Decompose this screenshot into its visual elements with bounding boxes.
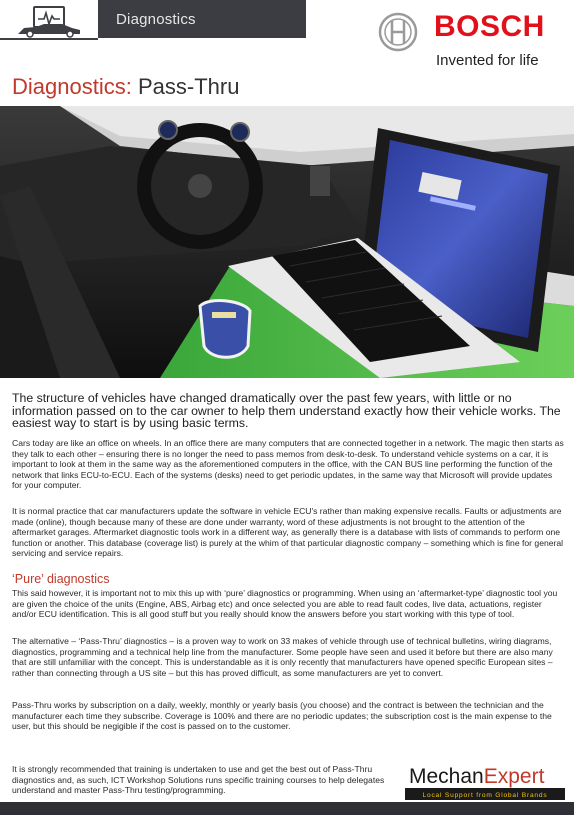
page-header — [0, 0, 574, 69]
pure-paragraph-3: Pass-Thru works by subscription on a daily, weekly, monthly or yearly basis (you choose) and the contract is between the technician and the manufacturer each time they subscribe. Coverage is 100% and there are no periodic updates; the subscription cost is the main expense to the user, but this should be negigible if the cost is passed on to the customer. — [12, 700, 552, 732]
pure-paragraph-2: The alternative – ‘Pass-Thru’ diagnostics – is a proven way to work on 33 makes of vehicle through use of technical bulletins, wiring diagrams, diagnostics, programming and a technical help line from the manufacturer. Some people have seen and used it before but there are also many that are still unfamiliar with the concept. This is understandable as it is only recently that manufacturers have opened specific European sites – rather than connecting through a US site – but this has proved difficult, as some manufacturers are yet to convert. — [12, 636, 553, 678]
mechanexpert-name — [409, 765, 545, 788]
footer-bar — [0, 802, 574, 815]
pure-paragraph-1: This said however, it is important not to mix this up with ‘pure’ diagnostics or programming. When using an ‘aftermarket-type’ diagnostic tool you are given the choice of the units (Engine, ABS, Airbag etc) and once selected you are able to read fault codes, live data, actuations, register and/or ECU identification. This is all good stuff but you really should know the answers before you start working with this type of tool. — [12, 588, 558, 620]
title-prefix: Diagnostics: — [12, 74, 132, 99]
page-title — [12, 74, 239, 100]
bosch-armature-logo-icon — [378, 12, 418, 52]
intro-lead: The structure of vehicles have changed dramatically over the past few years, with little or no information passed on to the car owner to help them understand exactly how their vehicle works. The easiest way to start is by using basic terms. — [12, 391, 561, 430]
mechanexpert-name-b: Expert — [483, 765, 545, 788]
car-laptop-diagnostics-icon — [0, 0, 98, 38]
section-title: Diagnostics — [116, 11, 196, 28]
title-main: Pass-Thru — [137, 74, 240, 99]
mechanexpert-name-a: Mechan — [409, 765, 484, 788]
laptop-in-car-illustration — [0, 106, 574, 378]
header-tab-notch — [306, 0, 326, 38]
bosch-logo-text: BOSCH — [434, 10, 545, 43]
body-paragraph-2: It is normal practice that car manufacturers update the software in vehicle ECU's rather than making expensive recalls. Faults or adjustments are made (online), though because many of these are done under warranty, word of these adjustments is not brought to the attention of the aftermarket garages. Aftermarket diagnostic tools work in a different way, as generally there is a database with lists of commands to perform one function or another. This database (coverage list) is purely at the whim of that particular diagnostic company – something which is fine for general servicing and service repairs. — [12, 506, 564, 559]
pure-diagnostics-heading: ‘Pure’ diagnostics — [12, 572, 110, 586]
pure-paragraph-4: It is strongly recommended that training is undertaken to use and get the best out of Pass-Thru diagnostics and, as such, ICT Workshop Solutions runs specific training courses to help delegates understand and master Pass-Thru testing/programming. — [12, 764, 385, 796]
mechanexpert-logo — [405, 756, 565, 802]
header-icon-box — [0, 0, 98, 40]
bosch-tagline: Invented for life — [436, 52, 539, 69]
mechanexpert-slogan: Local Support from Global Brands — [422, 792, 548, 799]
body-paragraph-1: Cars today are like an office on wheels. In an office there are many computers that are connected together in a network. The magic then starts as they talk to each other – ensuring there is no longer the need to pass memos from desk-to-desk. To understand vehicle systems on a car, it is important to look at them in the same way as the aforementioned computers in the office, with the CAN BUS line performing the function of the network that links ECU-to-ECU. Each of the systems (desks) need to get periodic updates, in the same way that Microsoft will provide updates for your computer. — [12, 438, 564, 491]
hero-photo — [0, 106, 574, 378]
